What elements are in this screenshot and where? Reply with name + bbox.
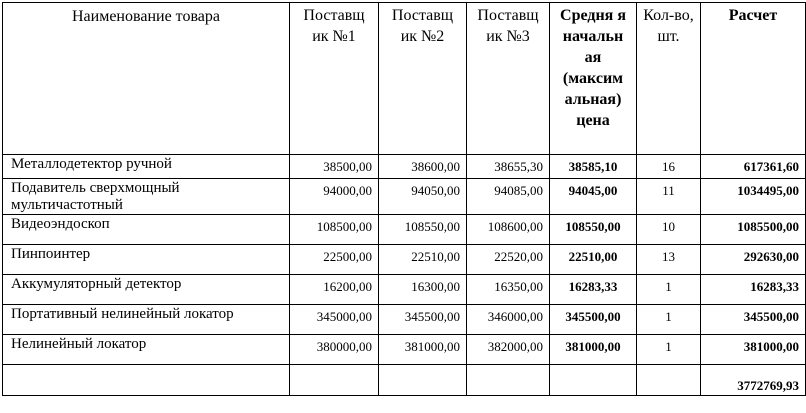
table-row <box>3 275 806 305</box>
price-calculation-table <box>2 2 806 396</box>
total-row <box>3 365 806 396</box>
table-row <box>3 245 806 275</box>
average-price: 94045,00 <box>550 179 637 215</box>
quantity: 1 <box>637 335 701 365</box>
supplier-3-price: 38655,30 <box>467 155 550 179</box>
header-quantity: Кол-во, шт. <box>637 3 701 155</box>
quantity: 11 <box>637 179 701 215</box>
average-price: 16283,33 <box>550 275 637 305</box>
header-calculation: Расчет <box>701 3 806 155</box>
empty-cell <box>637 365 701 396</box>
table-row <box>3 179 806 215</box>
supplier-3-price: 346000,00 <box>467 305 550 335</box>
supplier-2-price: 381000,00 <box>379 335 467 365</box>
supplier-2-price: 38600,00 <box>379 155 467 179</box>
supplier-3-price: 16350,00 <box>467 275 550 305</box>
product-name: Нелинейный локатор <box>3 335 290 365</box>
average-price: 38585,10 <box>550 155 637 179</box>
header-supplier-3: Поставщ ик №3 <box>467 3 550 155</box>
quantity: 13 <box>637 245 701 275</box>
quantity: 16 <box>637 155 701 179</box>
average-price: 345500,00 <box>550 305 637 335</box>
product-name: Портативный нелинейный локатор <box>3 305 290 335</box>
quantity: 10 <box>637 215 701 245</box>
average-price: 108550,00 <box>550 215 637 245</box>
supplier-3-price: 22520,00 <box>467 245 550 275</box>
quantity: 1 <box>637 275 701 305</box>
empty-cell <box>379 365 467 396</box>
average-price: 22510,00 <box>550 245 637 275</box>
table-header-row <box>3 3 806 155</box>
supplier-3-price: 382000,00 <box>467 335 550 365</box>
supplier-2-price: 16300,00 <box>379 275 467 305</box>
header-product-name: Наименование товара <box>3 3 290 155</box>
calculation: 1034495,00 <box>701 179 806 215</box>
product-name: Металлодетектор ручной <box>3 155 290 179</box>
calculation: 381000,00 <box>701 335 806 365</box>
grand-total: 3772769,93 <box>701 365 806 396</box>
product-name: Пинпоинтер <box>3 245 290 275</box>
product-name: Подавитель сверхмощный мультичастотный <box>3 179 290 215</box>
calculation: 617361,60 <box>701 155 806 179</box>
average-price: 381000,00 <box>550 335 637 365</box>
product-name: Видеоэндоскоп <box>3 215 290 245</box>
supplier-2-price: 22510,00 <box>379 245 467 275</box>
header-supplier-1: Поставщ ик №1 <box>290 3 379 155</box>
supplier-1-price: 108500,00 <box>290 215 379 245</box>
supplier-1-price: 94000,00 <box>290 179 379 215</box>
header-average-price: Средня я начальн ая (максим альная) цена <box>550 3 637 155</box>
header-supplier-2: Поставщ ик №2 <box>379 3 467 155</box>
supplier-1-price: 380000,00 <box>290 335 379 365</box>
supplier-1-price: 38500,00 <box>290 155 379 179</box>
empty-cell <box>467 365 550 396</box>
empty-cell <box>290 365 379 396</box>
calculation: 292630,00 <box>701 245 806 275</box>
supplier-2-price: 108550,00 <box>379 215 467 245</box>
supplier-3-price: 94085,00 <box>467 179 550 215</box>
calculation: 345500,00 <box>701 305 806 335</box>
supplier-2-price: 345500,00 <box>379 305 467 335</box>
supplier-2-price: 94050,00 <box>379 179 467 215</box>
empty-cell <box>3 365 290 396</box>
calculation: 1085500,00 <box>701 215 806 245</box>
calculation: 16283,33 <box>701 275 806 305</box>
supplier-3-price: 108600,00 <box>467 215 550 245</box>
quantity: 1 <box>637 305 701 335</box>
table-row <box>3 305 806 335</box>
table-row <box>3 335 806 365</box>
supplier-1-price: 16200,00 <box>290 275 379 305</box>
product-name: Аккумуляторный детектор <box>3 275 290 305</box>
table-row <box>3 155 806 179</box>
empty-cell <box>550 365 637 396</box>
supplier-1-price: 22500,00 <box>290 245 379 275</box>
supplier-1-price: 345000,00 <box>290 305 379 335</box>
table-row <box>3 215 806 245</box>
